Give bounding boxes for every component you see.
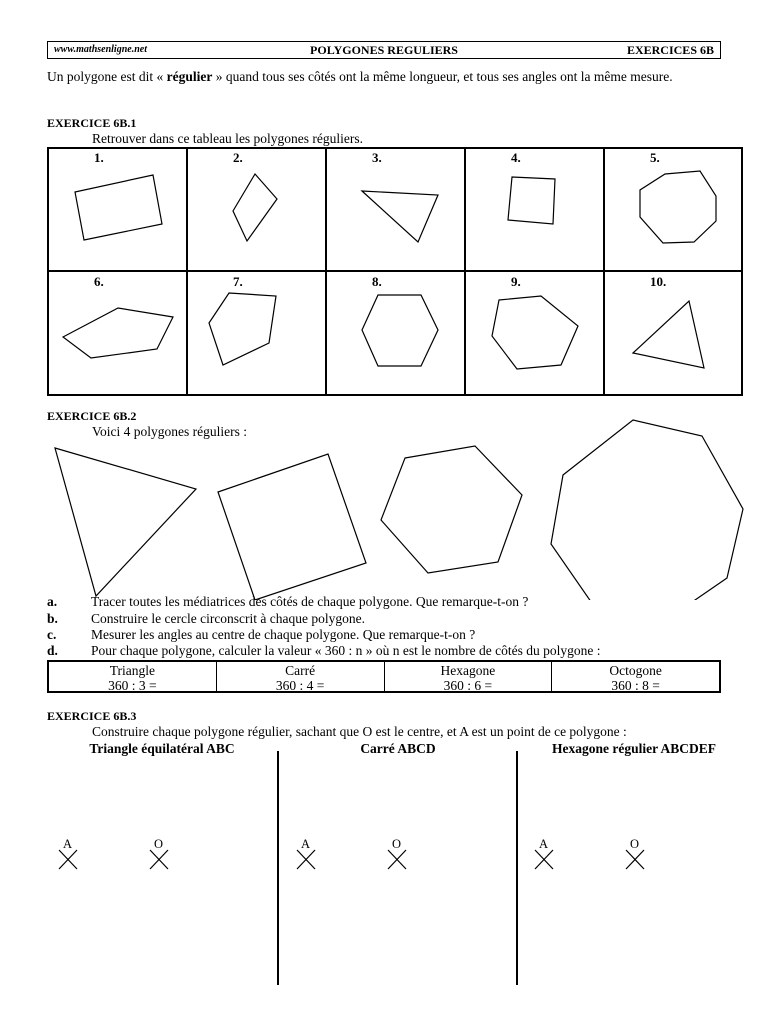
regular-polygons-figure	[0, 410, 768, 600]
point-a-label-3: A	[539, 837, 549, 851]
calc-cell-square	[217, 662, 385, 691]
polygon-4-square	[508, 177, 555, 224]
question-d-text: Pour chaque polygone, calculer la valeur « 360 : n » où n est le nombre de côtés du polygone :	[91, 643, 601, 658]
calc-cell-octagon	[552, 662, 719, 691]
intro-bold-term: régulier	[166, 69, 213, 84]
question-c-key: c.	[47, 627, 57, 642]
question-b-text: Construire le cercle circonscrit à chaque polygone.	[91, 611, 366, 626]
regular-square	[218, 454, 366, 600]
point-a-label-2: A	[301, 837, 311, 851]
calc-cell-triangle	[49, 662, 217, 691]
column-title-hexagon: Hexagone régulier ABCDEF	[552, 741, 716, 756]
cell-label-1: 1.	[94, 150, 104, 165]
point-o-label-2: O	[392, 837, 402, 851]
site-name: www.mathsenligne.net	[54, 44, 147, 55]
intro-text-1: Un polygone est dit «	[47, 69, 167, 84]
column-title-square: Carré ABCD	[360, 741, 436, 756]
polygon-1-rectangle	[75, 175, 162, 240]
calc-cell-hexagon	[385, 662, 553, 691]
point-o-cross-1	[150, 850, 168, 869]
point-a-cross-3	[535, 850, 553, 869]
calc-expression: 360 : 3 =	[108, 678, 157, 693]
question-a-key: a.	[47, 594, 58, 609]
polygon-8-hexagon	[362, 295, 438, 366]
cell-label-4: 4.	[511, 150, 521, 165]
column-title-triangle: Triangle équilatéral ABC	[89, 741, 235, 756]
polygon-2-rhombus	[233, 174, 277, 241]
ex3-heading: EXERCICE 6B.3	[47, 709, 137, 723]
cell-label-9: 9.	[511, 274, 521, 289]
calc-name: Carré	[285, 663, 316, 678]
cell-label-7: 7.	[233, 274, 243, 289]
point-o-label-3: O	[630, 837, 640, 851]
angle-calculation-table	[47, 660, 721, 693]
point-o-label-1: O	[154, 837, 164, 851]
polygon-6-pentagon	[63, 308, 173, 358]
polygon-7-pentagon	[209, 293, 276, 365]
cell-label-6: 6.	[94, 274, 104, 289]
ex3-instruction: Construire chaque polygone régulier, sachant que O est le centre, et A est un point de ce polygone :	[92, 724, 627, 739]
question-a	[47, 594, 727, 609]
ex2-heading: EXERCICE 6B.2	[47, 409, 137, 423]
cell-label-8: 8.	[372, 274, 382, 289]
calc-name: Octogone	[609, 663, 662, 678]
polygon-9-hexagon	[492, 296, 578, 369]
polygon-3-triangle	[362, 191, 438, 242]
polygon-5-octagon	[640, 171, 716, 243]
cell-label-2: 2.	[233, 150, 243, 165]
calc-expression: 360 : 6 =	[443, 678, 493, 693]
point-o-cross-3	[626, 850, 644, 869]
question-c-text: Mesurer les angles au centre de chaque polygone. Que remarque-t-on ?	[91, 627, 476, 642]
calc-expression: 360 : 8 =	[611, 678, 660, 693]
question-b-key: b.	[47, 611, 58, 626]
exercise-set-label: EXERCICES 6B	[626, 43, 714, 57]
definition-paragraph	[47, 68, 727, 85]
question-d	[47, 643, 727, 658]
ex2-instruction: Voici 4 polygones réguliers :	[92, 424, 247, 439]
point-a-label-1: A	[63, 837, 73, 851]
cell-label-10: 10.	[650, 274, 667, 289]
calc-name: Hexagone	[440, 663, 496, 678]
point-a-cross-1	[59, 850, 77, 869]
ex1-instruction: Retrouver dans ce tableau les polygones réguliers.	[92, 131, 364, 146]
regular-triangle	[55, 448, 196, 596]
page-header	[47, 41, 721, 59]
polygon-grid	[47, 147, 743, 397]
regular-octagon	[551, 420, 743, 600]
construction-area	[0, 745, 768, 995]
ex1-heading: EXERCICE 6B.1	[47, 116, 137, 130]
calc-expression: 360 : 4 =	[275, 678, 325, 693]
page-title: POLYGONES REGULIERS	[310, 43, 458, 57]
point-o-cross-2	[388, 850, 406, 869]
cell-label-3: 3.	[372, 150, 382, 165]
regular-hexagon	[381, 446, 522, 573]
calc-name: Triangle	[109, 663, 155, 678]
point-a-cross-2	[297, 850, 315, 869]
question-b	[47, 611, 727, 626]
question-a-text: Tracer toutes les médiatrices des côtés de chaque polygone. Que remarque-t-on ?	[91, 594, 529, 609]
intro-text-2: » quand tous ses côtés ont la même longueur, et tous ses angles ont la même mesure.	[212, 69, 673, 84]
polygon-10-triangle	[633, 301, 704, 368]
question-c	[47, 627, 727, 642]
cell-label-5: 5.	[650, 150, 660, 165]
question-d-key: d.	[47, 643, 58, 658]
